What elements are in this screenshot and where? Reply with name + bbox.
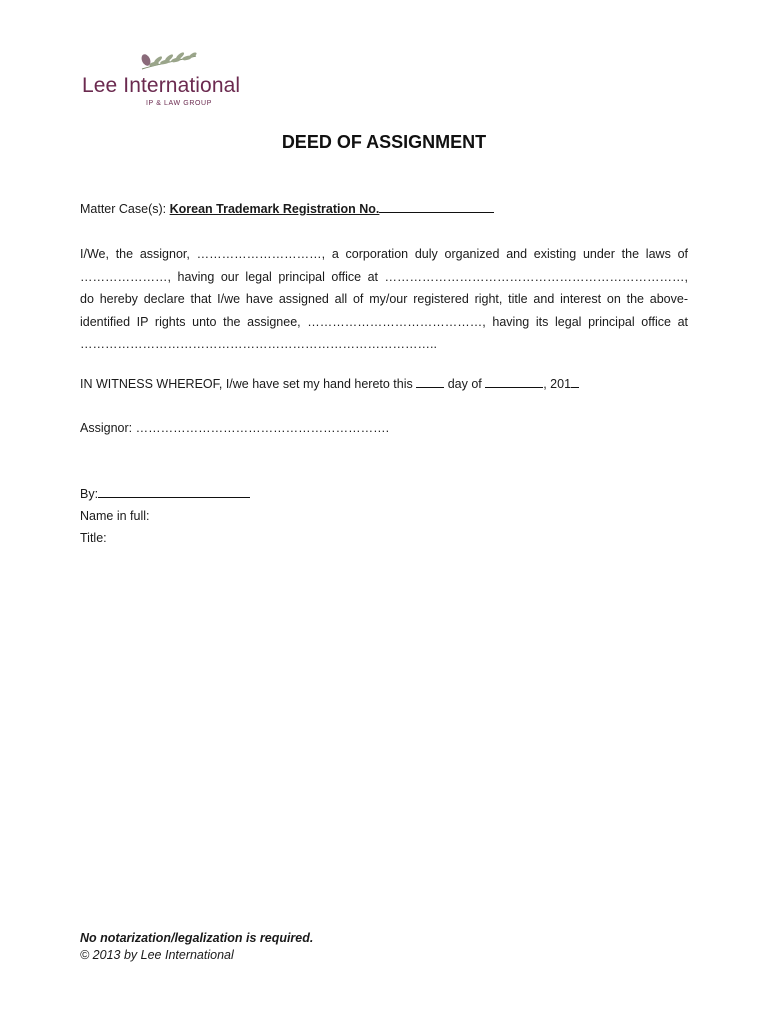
paragraph-line: I/We, the assignor, …………………………, a corporation duly organized and existing under the laws of: [80, 247, 688, 261]
day-blank: [416, 377, 444, 388]
assignor-line: Assignor: …………………………………………………….: [80, 421, 390, 435]
olive-branch-icon: [140, 52, 198, 74]
year-blank: [571, 377, 579, 388]
matter-case-label: Matter Case(s):: [80, 202, 170, 216]
matter-case-line: [80, 202, 494, 216]
matter-case-blank: [379, 202, 494, 213]
declaration-paragraph: [80, 243, 688, 356]
witness-prefix: IN WITNESS WHEREOF, I/we have set my hand hereto this: [80, 377, 417, 391]
by-label: By:: [80, 487, 99, 501]
logo-name: Lee International: [82, 74, 241, 97]
document-title: DEED OF ASSIGNMENT: [281, 132, 487, 152]
matter-case-value: Korean Trademark Registration No.: [169, 202, 380, 216]
copyright-notice: © 2013 by Lee International: [80, 948, 234, 962]
paragraph-line: do hereby declare that I/we have assigned all of my/our registered right, title and interest on the above-: [80, 292, 688, 306]
witness-year: , 201: [543, 377, 572, 391]
month-blank: [485, 377, 543, 388]
paragraph-line: …………………………………………………………………………..: [80, 337, 437, 351]
signature-blank: [98, 487, 250, 498]
notarization-note: No notarization/legalization is required.: [80, 931, 314, 945]
witness-day-of: day of: [444, 377, 486, 391]
paragraph-line: identified IP rights unto the assignee, ……………………………………, having its legal principal office at: [80, 314, 688, 329]
paragraph-line: …………………, having our legal principal office at ………………………………………………………………,: [80, 269, 688, 284]
logo-subtitle: IP & LAW GROUP: [146, 100, 212, 107]
by-line: [80, 487, 250, 501]
name-in-full-label: Name in full:: [80, 509, 150, 523]
company-logo: [82, 52, 282, 112]
title-label: Title:: [80, 531, 107, 545]
witness-line: [80, 377, 579, 391]
